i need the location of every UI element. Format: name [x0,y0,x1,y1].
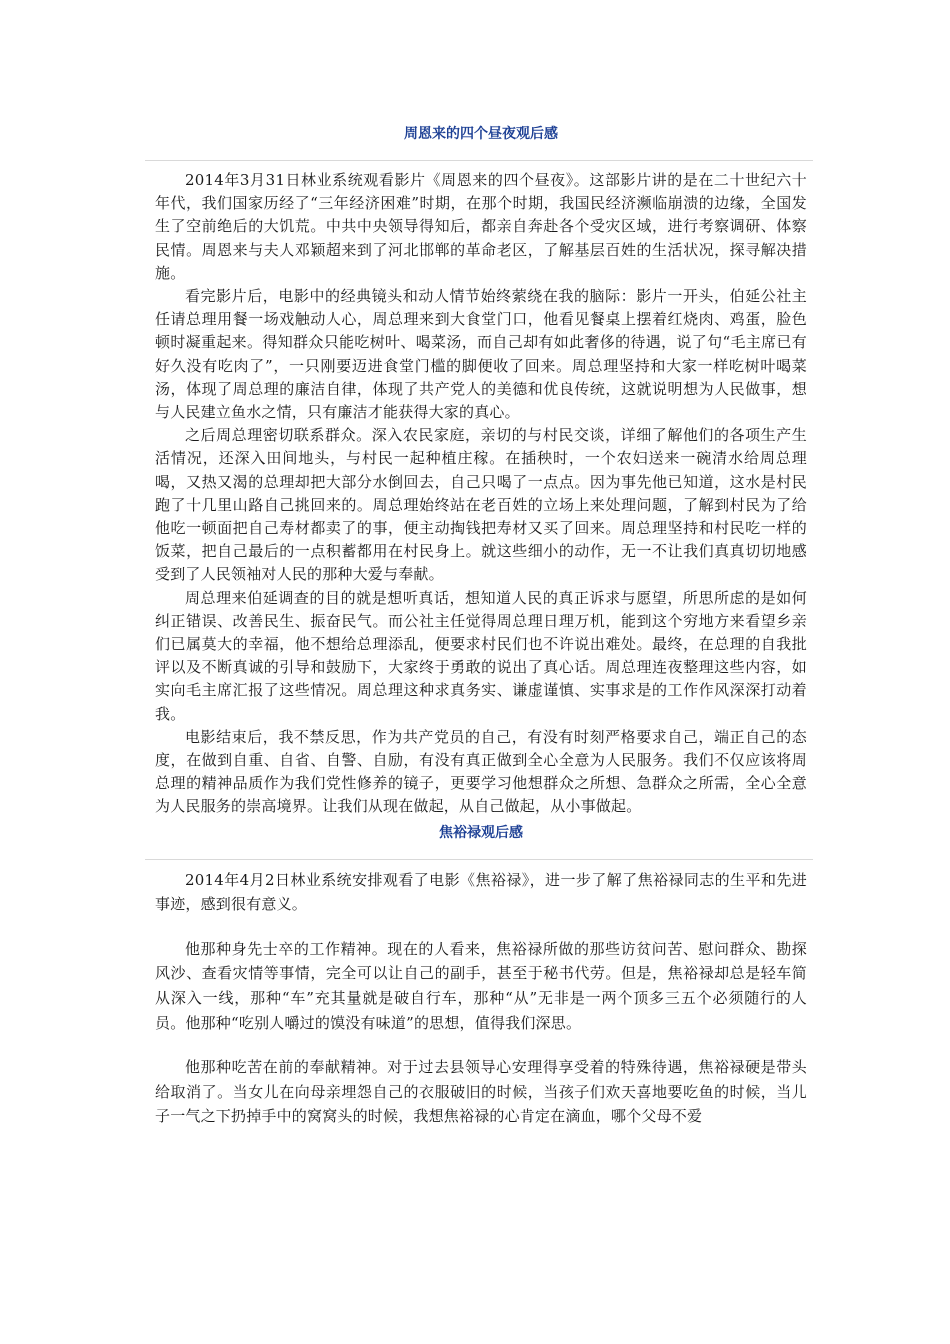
paragraph: 周总理来伯延调查的目的就是想听真话，想知道人民的真正诉求与愿望，所思所虑的是如何纠正错误、改善民生、振奋民气。而公社主任觉得周总理日理万机，能到这个穷地方来看望乡亲们已属莫大的幸福，他不想给总理添乱，便要求村民们也不许说出难处。最终，在总理的自我批评以及不断真诚的引导和鼓励下，大家终于勇敢的说出了真心话。周总理连夜整理这些内容，如实向毛主席汇报了这些情况。周总理这种求真务实、谦虚谨慎、实事求是的工作作风深深打动着我。 [155,588,807,723]
article-body-jiao-yulu [155,868,807,1129]
document-content [155,120,807,1129]
paragraph-spacer [155,1035,807,1055]
paragraph: 2014年3月31日林业系统观看影片《周恩来的四个昼夜》。这部影片讲的是在二十世纪六十年代，我们国家历经了“三年经济困难”时期，在那个时期，我国民经济濒临崩溃的边缘，全国发生了空前绝后的大饥荒。中共中央领导得知后，都亲自奔赴各个受灾区域，进行考察调研、体察民情。周恩来与夫人邓颖超来到了河北邯郸的革命老区，了解基层百姓的生活状况，探寻解决措施。 [155,171,807,282]
paragraph: 之后周总理密切联系群众。深入农民家庭，亲切的与村民交谈，详细了解他们的各项生产生活情况，还深入田间地头，与村民一起种植庄稼。在插秧时，一个农妇送来一碗清水给周总理喝，又热又渴的总理却把大部分水倒回去，自己只喝了一点点。因为事先他已知道，这水是村民跑了十几里山路自己挑回来的。周总理始终站在老百姓的立场上来处理问题，了解到村民为了给他吃一顿面把自己寿材都卖了的事，便主动掏钱把寿材又买了回来。周总理坚持和村民吃一样的饭菜，把自己最后的一点积蓄都用在村民身上。就这些细小的动作，无一不让我们真真切切地感受到了人民领袖对人民的那种大爱与奉献。 [155,426,807,584]
article-title-zhou-enlai: 周恩来的四个昼夜观后感 [404,126,558,142]
paragraph: 电影结束后，我不禁反思，作为共产党员的自己，有没有时刻严格要求自己，端正自己的态度，在做到自重、自省、自警、自励，有没有真正做到全心全意为人民服务。我们不仅应该将周总理的精神品质作为我们党性修养的镜子，更要学习他想群众之所想、急群众之所需，全心全意为人民服务的崇高境界。让我们从现在做起，从自己做起，从小事做起。 [155,727,807,816]
title-divider [145,859,813,860]
title-divider [145,160,813,161]
paragraph-spacer [155,917,807,937]
paragraph: 2014年4月2日林业系统安排观看了电影《焦裕禄》，进一步了解了焦裕禄同志的生平和先进事迹，感到很有意义。 [155,870,807,914]
paragraph: 他那种吃苦在前的奉献精神。对于过去县领导心安理得享受着的特殊待遇，焦裕禄硬是带头给取消了。当女儿在向母亲埋怨自己的衣服破旧的时候，当孩子们欢天喜地要吃鱼的时候，当儿子一气之下扔掉手中的窝窝头的时候，我想焦裕禄的心肯定在滴血，哪个父母不爱 [155,1058,807,1126]
article-body-zhou-enlai [155,169,807,819]
paragraph: 他那种身先士卒的工作精神。现在的人看来，焦裕禄所做的那些访贫问苦、慰问群众、勘探风沙、查看灾情等事情，完全可以让自己的副手，甚至于秘书代劳。但是，焦裕禄却总是轻车简从深入一线，那种“车”充其量就是破自行车，那种“从”无非是一两个顶多三五个必须随行的人员。他那种“吃别人嚼过的馍没有味道”的思想，值得我们深思。 [155,939,807,1032]
article-title-jiao-yulu: 焦裕禄观后感 [439,824,523,841]
paragraph: 看完影片后，电影中的经典镜头和动人情节始终萦绕在我的脑际：影片一开头，伯延公社主任请总理用餐一场戏触动人心，周总理来到大食堂门口，他看见餐桌上摆着红烧肉、鸡蛋，脸色顿时凝重起来。得知群众只能吃树叶、喝菜汤，而自己却有如此奢侈的待遇，说了句“毛主席已有好久没有吃肉了”，一只刚要迈进食堂门槛的脚便收了回来。周总理坚持和大家一样吃树叶喝菜汤，体现了周总理的廉洁自律，体现了共产党人的美德和优良传统，这就说明想为人民做事，想与人民建立鱼水之情，只有廉洁才能获得大家的真心。 [155,287,807,422]
